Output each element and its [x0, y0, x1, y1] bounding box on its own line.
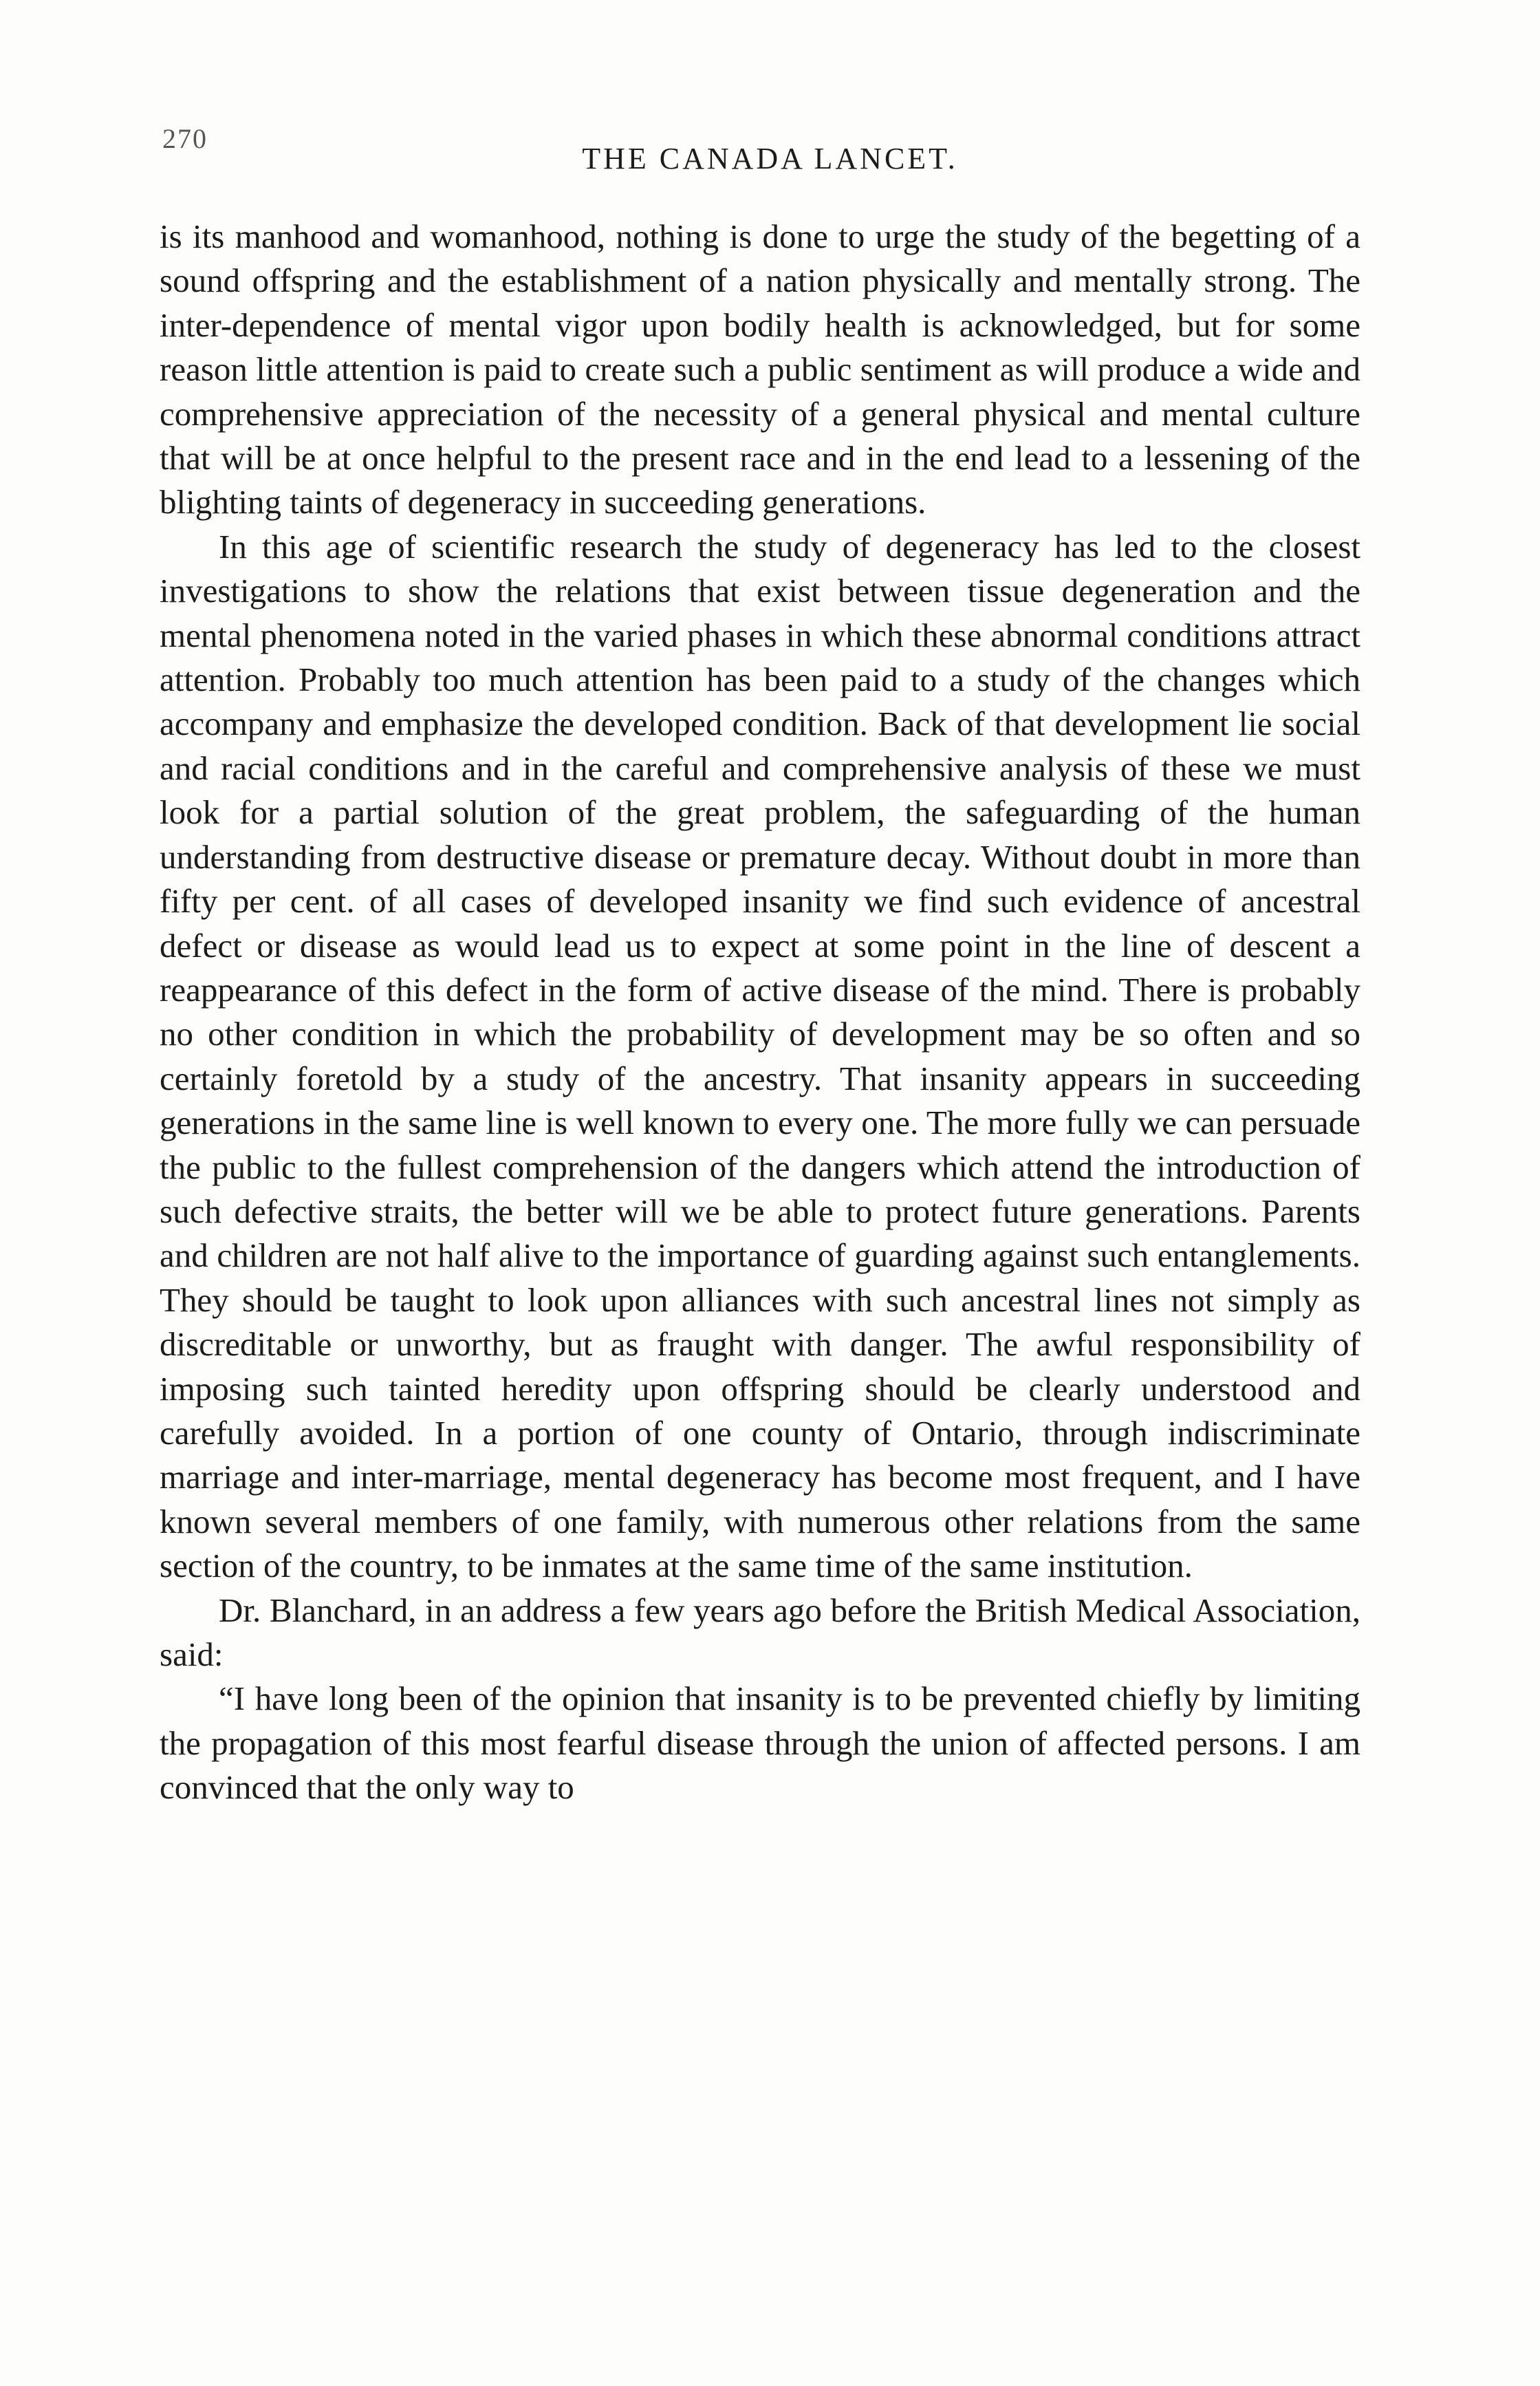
- running-title: THE CANADA LANCET.: [582, 142, 958, 175]
- article-body: [160, 215, 1360, 1810]
- paragraph-continuation: is its manhood and womanhood, nothing is done to urge the study of the begetting of a sound offspring and the establishment of a nation physically and mentally strong. The inter-dependence of mental vigor upon bodily health is acknowledged, but for some reason little attention is paid to create such a public sentiment as will produce a wide and comprehensive appreciation of the necessity of a general physical and mental culture that will be at once helpful to the present race and in the end lead to a lessening of the blighting taints of degeneracy in succeeding generations.: [160, 217, 1360, 522]
- paragraph-degeneracy-research: In this age of scientific research the study of degeneracy has led to the closest investigations to show the relations that exist between tissue degeneration and the mental phenomena noted in the varied phases in which these abnormal conditions attract attention. Probably too much attention has been paid to a study of the changes which accompany and emphasize the developed condition. Back of that development lie social and racial conditions and in the careful and comprehensive analysis of these we must look for a partial solution of the great problem, the safeguarding of the human understanding from destructive disease or premature decay. Without doubt in more than fifty per cent. of all cases of developed insanity we find such evidence of ancestral defect or disease as would lead us to expect at some point in the line of descent a reappearance of this defect in the form of active disease of the mind. There is probably no other condition in which the probability of development may be so often and so certainly foretold by a study of the ancestry. That insanity appears in succeeding generations in the same line is well known to every one. The more fully we can persuade the public to the fullest comprehension of the dangers which attend the introduction of such defective straits, the better will we be able to protect future generations. Parents and children are not half alive to the importance of guarding against such entanglements. They should be taught to look upon alliances with such ancestral lines not simply as discreditable or unworthy, but as fraught with danger. The awful responsibility of imposing such tainted heredity upon offspring should be clearly understood and carefully avoided. In a portion of one county of Ontario, through indiscriminate marriage and inter-marriage, mental degeneracy has become most frequent, and I have known several members of one family, with numerous other relations from the same section of the country, to be inmates at the same time of the same institution.: [160, 527, 1360, 1585]
- paragraph-blanchard-intro: Dr. Blanchard, in an address a few years ago before the British Medical Association, said:: [160, 1591, 1360, 1673]
- paragraph-blanchard-quote: “I have long been of the opinion that insanity is to be prevented chiefly by limiting the propagation of this most fearful disease through the union of affected persons. I am convinced that the only way to: [160, 1679, 1360, 1807]
- page-number: 270: [162, 123, 208, 154]
